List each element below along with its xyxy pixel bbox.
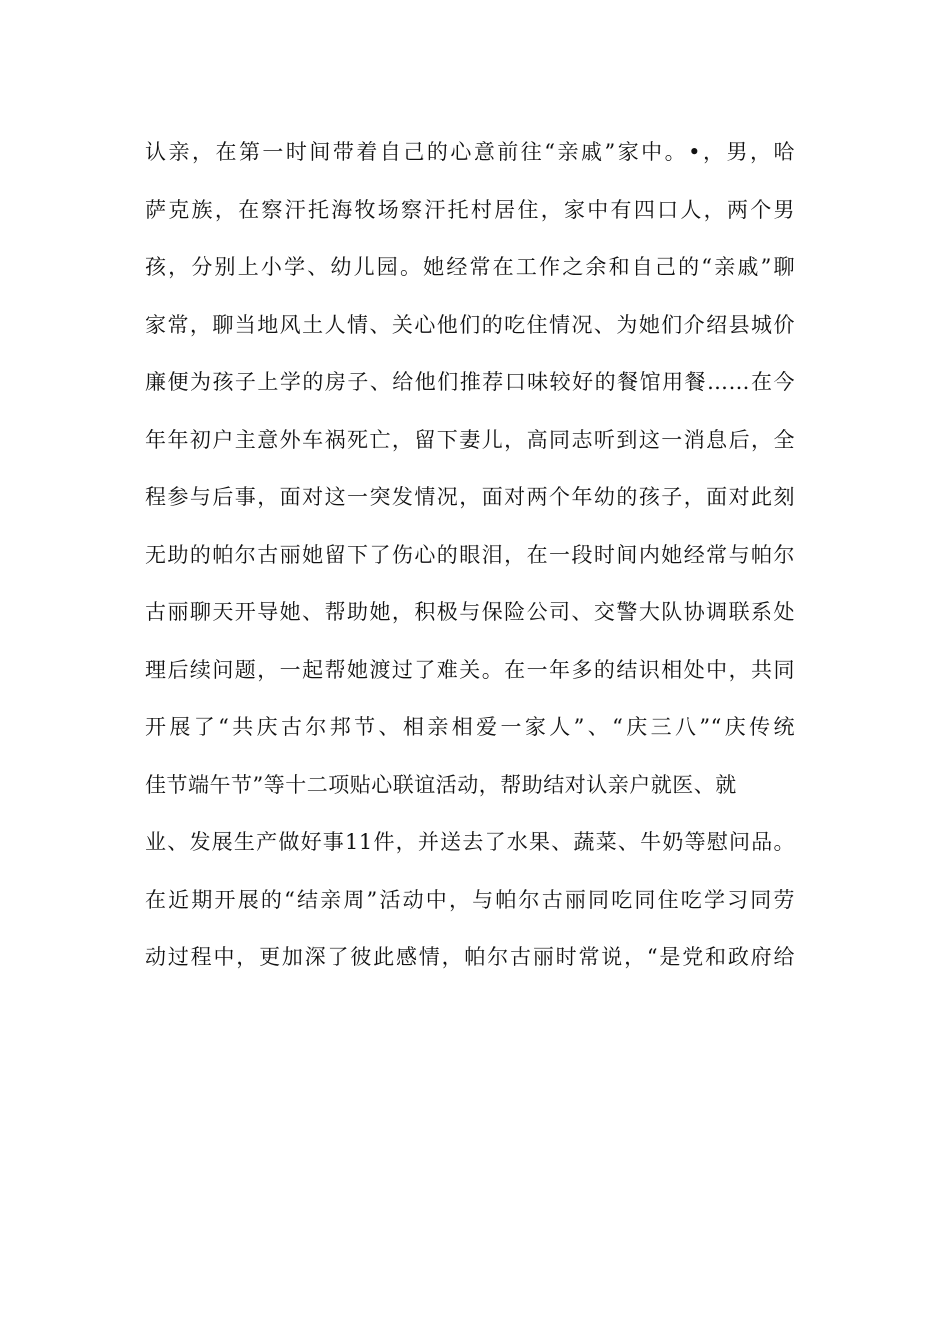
text-line: 理后续问题，一起帮她渡过了难关。在一年多的结识相处中，共同 (145, 657, 795, 682)
text-line: 萨克族，在察汗托海牧场察汗托村居住，家中有四口人，两个男 (145, 197, 795, 222)
text-line: 孩，分别上小学、幼儿园。她经常在工作之余和自己的“亲戚”聊 (145, 255, 795, 279)
text-line: 动过程中，更加深了彼此感情，帕尔古丽时常说，“是党和政府给 (145, 945, 795, 969)
text-line: 家常，聊当地风土人情、关心他们的吃住情况、为她们介绍县城价 (145, 312, 795, 337)
text-line: 在近期开展的“结亲周”活动中，与帕尔古丽同吃同住吃学习同劳 (145, 887, 795, 912)
text-line: 佳节端午节”等十二项贴心联谊活动，帮助结对认亲户就医、就 (145, 772, 737, 797)
text-line: 程参与后事，面对这一突发情况，面对两个年幼的孩子，面对此刻 (145, 485, 795, 509)
text-line: 廉便为孩子上学的房子、给他们推荐口味较好的餐馆用餐……在今 (145, 370, 795, 394)
body-text (145, 127, 795, 990)
text-line: 业、发展生产做好事11件，并送去了水果、蔬菜、牛奶等慰问品。 (145, 830, 795, 854)
text-line: 认亲，在第一时间带着自己的心意前往“亲戚”家中。•，男，哈 (145, 140, 795, 164)
text-line: 年年初户主意外车祸死亡，留下妻儿，高同志听到这一消息后，全 (145, 427, 795, 452)
text-line: 开展了“共庆古尔邦节、相亲相爱一家人”、“庆三八”“庆传统 (145, 715, 795, 739)
text-line: 无助的帕尔古丽她留下了伤心的眼泪，在一段时间内她经常与帕尔 (145, 542, 795, 567)
text-line: 古丽聊天开导她、帮助她，积极与保险公司、交警大队协调联系处 (145, 600, 795, 624)
